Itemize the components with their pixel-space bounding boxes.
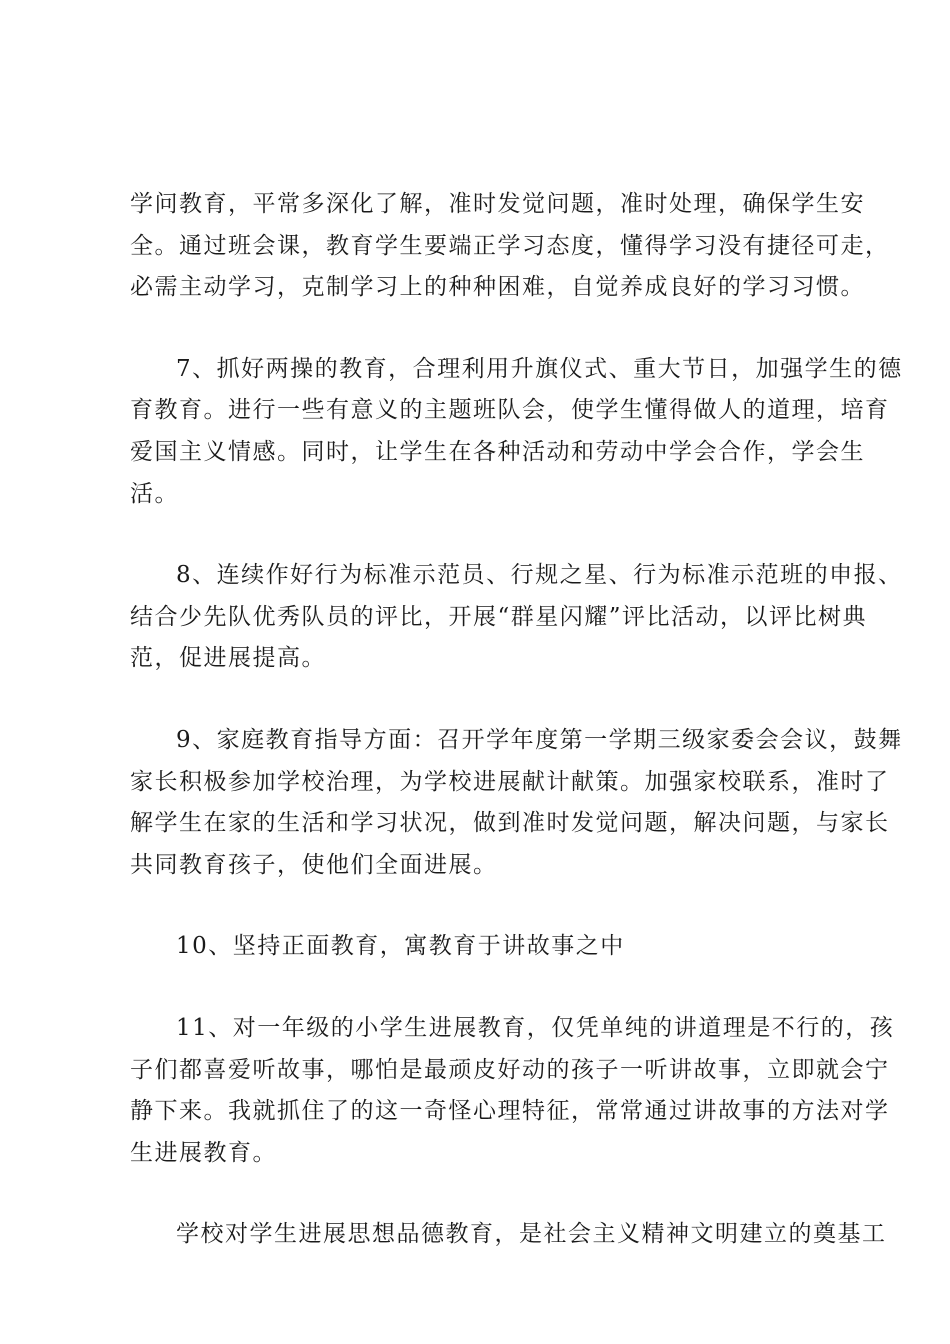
text-line: 全。通过班会课，教育学生要端正学习态度，懂得学习没有捷径可走， — [130, 232, 890, 259]
text-line: 10、坚持正面教育，寓教育于讲故事之中 — [176, 933, 625, 960]
text-line: 活。 — [130, 480, 179, 507]
paragraph-closing — [130, 1214, 887, 1256]
text-line: 静下来。我就抓住了的这一奇怪心理特征，常常通过讲故事的方法对学 — [130, 1098, 890, 1125]
text-line: 学问教育，平常多深化了解，准时发觉问题，准时处理，确保学生安 — [130, 191, 865, 217]
text-line: 7、抓好两操的教育，合理利用升旗仪式、重大节日，加强学生的德 — [176, 355, 903, 382]
text-line: 子们都喜爱听故事，哪怕是最顽皮好动的孩子一听讲故事，立即就会宁 — [130, 1056, 890, 1083]
paragraph-item-8 — [130, 555, 903, 680]
paragraph-item-11 — [130, 1008, 895, 1174]
document-body — [130, 184, 903, 1256]
text-line: 育教育。进行一些有意义的主题班队会，使学生懂得做人的道理，培育 — [130, 397, 890, 424]
text-line: 必需主动学习，克制学习上的种种困难，自觉养成良好的学习习惯。 — [130, 274, 865, 301]
text-line: 9、家庭教育指导方面：召开学年度第一学期三级家委会会议，鼓舞 — [176, 726, 903, 753]
text-line: 范，促进展提高。 — [130, 645, 326, 672]
paragraph-item-10 — [130, 926, 830, 968]
text-line: 家长积极参加学校治理，为学校进展献计献策。加强家校联系，准时了 — [130, 768, 890, 795]
text-line: 结合少先队优秀队员的评比，开展“群星闪耀”评比活动，以评比树典 — [130, 603, 868, 630]
text-line: 学校对学生进展思想品德教育，是社会主义精神文明建立的奠基工 — [176, 1221, 887, 1248]
text-line: 共同教育孩子，使他们全面进展。 — [130, 851, 498, 878]
paragraph-item-7 — [130, 349, 903, 515]
text-line: 11、对一年级的小学生进展教育，仅凭单纯的讲道理是不行的，孩 — [176, 1014, 895, 1041]
text-line: 爱国主义情感。同时，让学生在各种活动和劳动中学会合作，学会生 — [130, 438, 865, 465]
text-line: 解学生在家的生活和学习状况，做到准时发觉问题，解决问题，与家长 — [130, 810, 890, 837]
paragraph-item-9 — [130, 720, 903, 886]
text-line: 生进展教育。 — [130, 1139, 277, 1166]
text-line: 8、连续作好行为标准示范员、行规之星、行为标准示范班的申报、 — [176, 562, 903, 589]
paragraph-continuation — [130, 184, 890, 309]
